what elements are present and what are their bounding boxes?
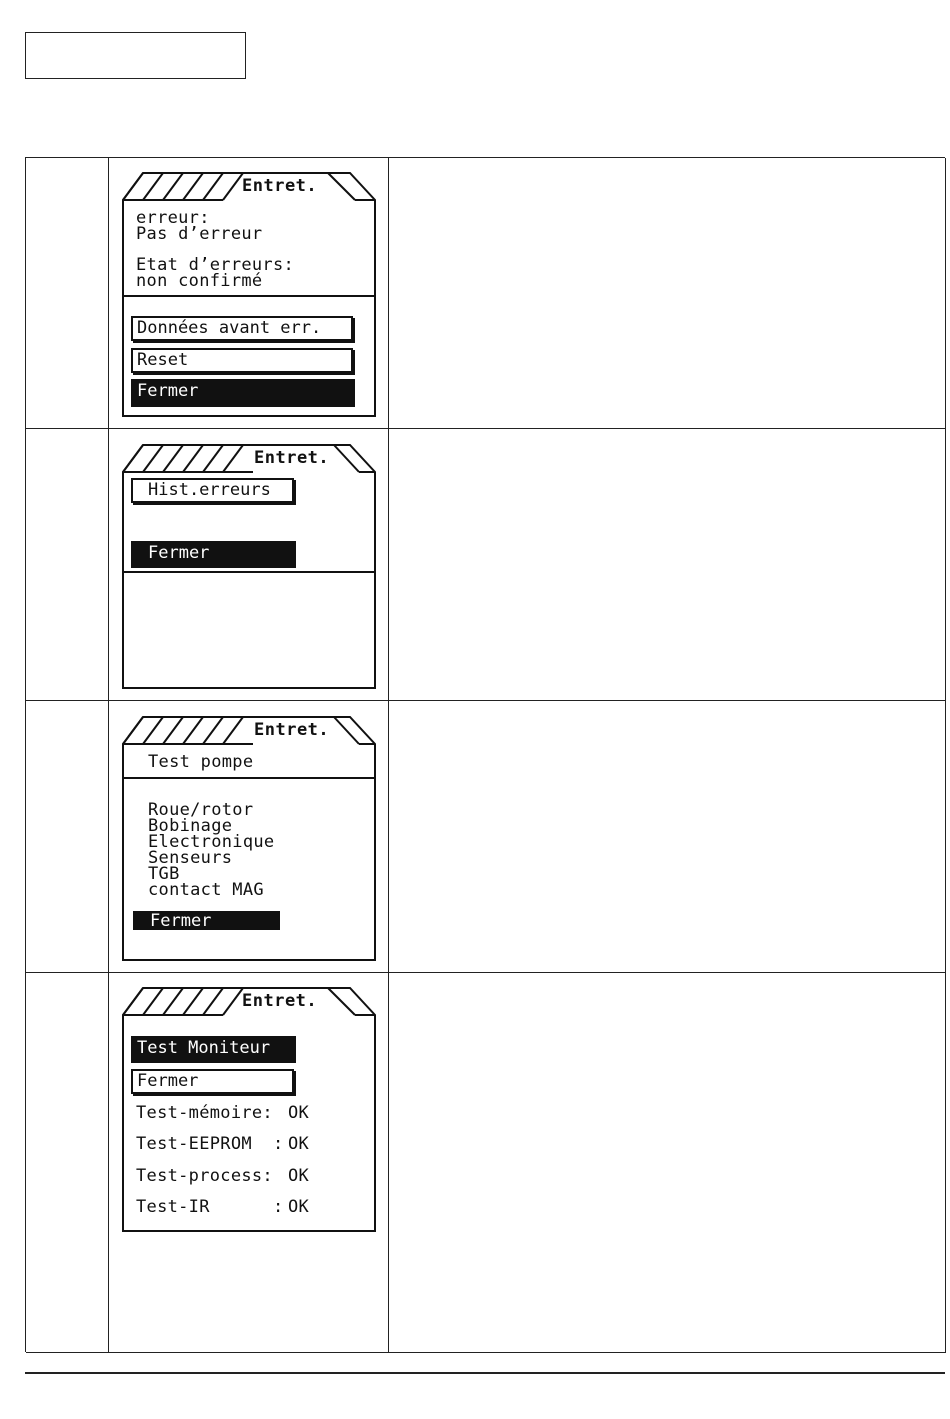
step-cell: [26, 158, 109, 428]
memory-test-label: Test-mémoire:: [136, 1103, 273, 1123]
error-state-label: Etat d’erreurs:: [136, 255, 295, 275]
close-button[interactable]: Fermer: [133, 911, 280, 930]
tab-title: Entret.: [254, 720, 330, 740]
list-item[interactable]: Roue/rotor: [148, 800, 254, 820]
divider: [122, 571, 374, 573]
list-item[interactable]: contact MAG: [148, 880, 264, 900]
memory-test-result: OK: [288, 1103, 310, 1123]
ir-test-result: OK: [288, 1197, 310, 1217]
tab-title: Entret.: [242, 991, 318, 1011]
step-cell: [26, 701, 109, 972]
header-box: [25, 32, 246, 79]
data-before-error-button[interactable]: Données avant err.: [131, 316, 353, 341]
tab-title: Entret.: [254, 448, 330, 468]
divider: [122, 295, 374, 297]
list-item[interactable]: TGB: [148, 864, 180, 884]
history-screen: [122, 444, 374, 690]
monitor-test-screen: [122, 987, 374, 1233]
monitor-test-button[interactable]: Test Moniteur: [131, 1036, 296, 1063]
description-cell: [389, 429, 946, 700]
eeprom-test-result: OK: [288, 1134, 310, 1154]
error-value: Pas d’erreur: [136, 224, 263, 244]
step-cell: [26, 429, 109, 700]
error-history-button[interactable]: Hist.erreurs: [131, 478, 294, 503]
close-button[interactable]: Fermer: [131, 541, 296, 568]
list-item[interactable]: Electronique: [148, 832, 275, 852]
error-label: erreur:: [136, 208, 210, 228]
eeprom-test-label: Test-EEPROM :: [136, 1134, 284, 1154]
description-cell: [389, 701, 946, 972]
description-cell: [389, 973, 946, 1352]
list-item[interactable]: Bobinage: [148, 816, 233, 836]
description-cell: [389, 158, 946, 428]
close-button[interactable]: Fermer: [131, 379, 355, 407]
ir-test-label: Test-IR :: [136, 1197, 284, 1217]
error-state-value: non confirmé: [136, 271, 263, 291]
divider: [122, 777, 374, 779]
reset-button[interactable]: Reset: [131, 348, 353, 373]
tab-title: Entret.: [242, 176, 318, 196]
step-cell: [26, 973, 109, 1352]
close-button[interactable]: Fermer: [131, 1069, 294, 1094]
pump-test-screen: [122, 716, 374, 962]
pump-test-heading: Test pompe: [148, 752, 254, 772]
process-test-label: Test-process:: [136, 1166, 273, 1186]
list-item[interactable]: Senseurs: [148, 848, 233, 868]
errors-screen: [122, 172, 374, 418]
footer-divider: [25, 1372, 945, 1374]
process-test-result: OK: [288, 1166, 310, 1186]
